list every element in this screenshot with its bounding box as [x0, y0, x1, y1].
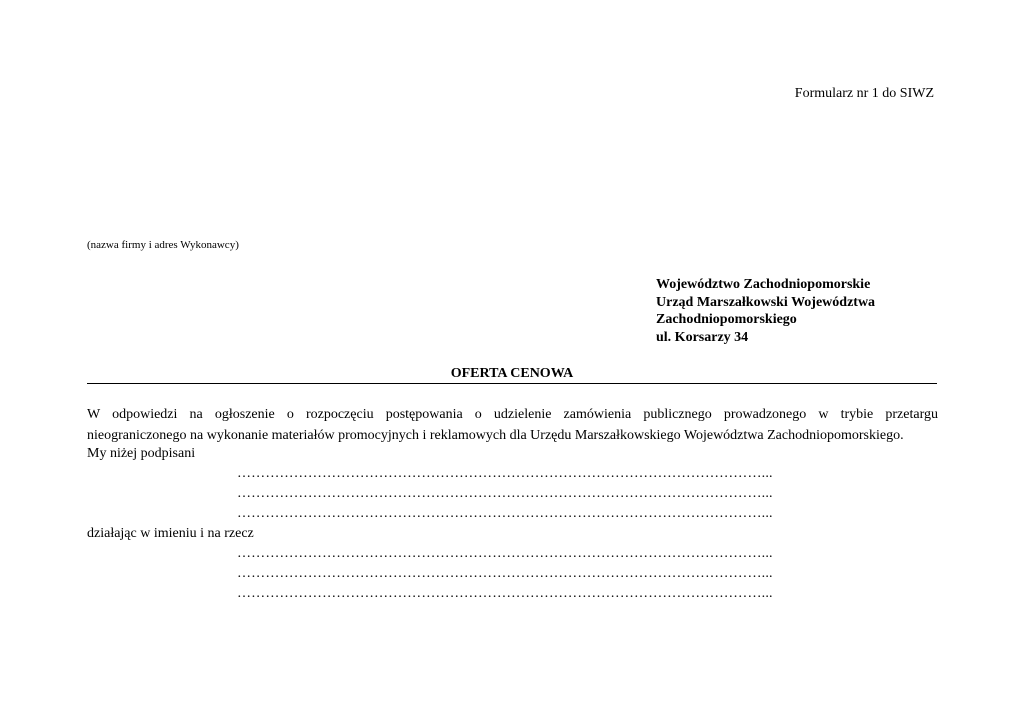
form-number: Formularz nr 1 do SIWZ	[794, 86, 934, 101]
recipient-line: Zachodniopomorskiego	[656, 312, 797, 327]
acting-fill-line: …………………………………………………………………………………………………...	[237, 566, 773, 581]
signed-label: My niżej podpisani	[87, 446, 196, 461]
recipient-line: ul. Korsarzy 34	[656, 329, 749, 345]
signed-fill-line: …………………………………………………………………………………………………...	[237, 506, 773, 521]
recipient-line: Województwo Zachodniopomorskie	[656, 277, 871, 292]
offer-title: OFERTA CENOWA	[450, 366, 574, 381]
title-divider	[87, 383, 937, 384]
acting-label: działając w imieniu i na rzecz	[87, 526, 254, 541]
acting-fill-line: …………………………………………………………………………………………………...	[237, 546, 773, 561]
intro-line: nieograniczonego na wykonanie materiałów promocyjnych i reklamowych dla Urzędu Marszałkowskiego Województwa Zachodniopomorskiego.	[87, 428, 904, 443]
recipient-line: Urząd Marszałkowski Województwa	[656, 294, 876, 310]
signed-fill-line: …………………………………………………………………………………………………...	[237, 486, 773, 501]
offer-intro	[87, 404, 938, 446]
acting-fill-line: …………………………………………………………………………………………………...	[237, 586, 773, 601]
intro-line: W odpowiedzi na ogłoszenie o rozpoczęciu postępowania o udzielenie zamówienia publicznego prowadzonego w trybie przetargu	[87, 407, 938, 422]
signed-fill-line: …………………………………………………………………………………………………...	[237, 466, 773, 481]
contractor-caption: (nazwa firmy i adres Wykonawcy)	[87, 239, 239, 251]
recipient-address	[656, 276, 875, 346]
